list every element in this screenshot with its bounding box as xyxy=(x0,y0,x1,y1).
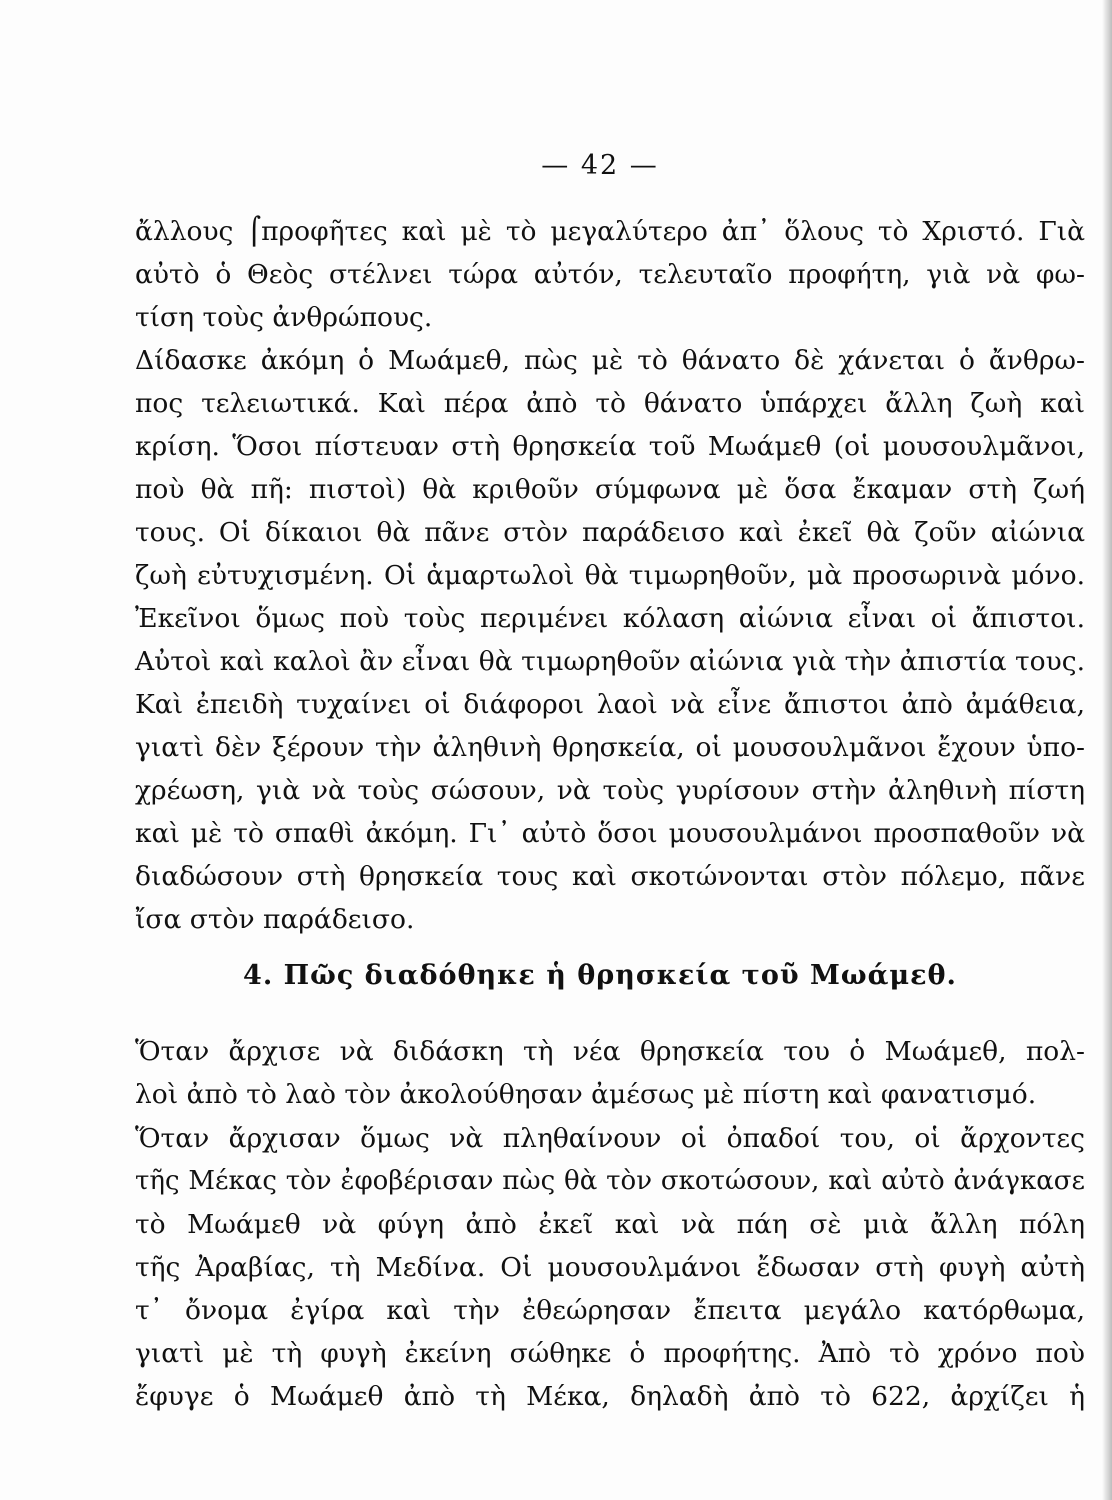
text-line: τους. Οἱ δίκαιοι θὰ πᾶνε στὸν παράδεισο καὶ ἐκεῖ θὰ ζοῦν αἰώνια xyxy=(135,517,1085,548)
text-line: Καὶ ἐπειδὴ τυχαίνει οἱ διάφοροι λαοὶ νὰ εἶνε ἄπιστοι ἀπὸ ἀμάθεια, xyxy=(135,689,1085,720)
text-line: διαδώσουν στὴ θρησκεία τους καὶ σκοτώνονται στὸν πόλεμο, πᾶνε xyxy=(135,861,1085,892)
text-line: ἴσα στὸν παράδεισο. xyxy=(135,904,415,935)
text-line: τίση τοὺς ἀνθρώπους. xyxy=(135,302,433,333)
text-line: τ᾿ ὄνομα ἐγίρα καὶ τὴν ἐθεώρησαν ἔπειτα μεγάλο κατόρθωμα, xyxy=(135,1295,1085,1326)
text-line: τὸ Μωάμεθ νὰ φύγη ἀπὸ ἐκεῖ καὶ νὰ πάη σὲ μιὰ ἄλλη πόλη xyxy=(135,1209,1085,1240)
text-line: ποὺ θὰ πῆ: πιστοὶ) θὰ κριθοῦν σύμφωνα μὲ ὅσα ἔκαμαν στὴ ζωή xyxy=(135,474,1085,505)
text-line: τῆς Ἀραβίας, τὴ Μεδίνα. Οἱ μουσουλμάνοι ἔδωσαν στὴ φυγὴ αὐτὴ xyxy=(135,1252,1085,1283)
text-line: Δίδασκε ἀκόμη ὁ Μωάμεθ, πὼς μὲ τὸ θάνατο δὲ χάνεται ὁ ἄνθρω- xyxy=(135,345,1085,376)
text-line: ἄλλους ⌠προφῆτες καὶ μὲ τὸ μεγαλύτερο ἀπ᾿ ὅλους τὸ Χριστό. Γιὰ xyxy=(135,216,1085,247)
text-line: Ὅταν ἄρχισαν ὅμως νὰ πληθαίνουν οἱ ὀπαδοί του, οἱ ἄρχοντες xyxy=(135,1123,1085,1154)
text-line: Ὅταν ἄρχισε νὰ διδάσκη τὴ νέα θρησκεία του ὁ Μωάμεθ, πολ- xyxy=(135,1036,1085,1067)
text-line: λοὶ ἀπὸ τὸ λαὸ τὸν ἀκολούθησαν ἀμέσως μὲ πίστη καὶ φανατισμό. xyxy=(135,1079,1037,1110)
section-heading: 4. Πῶς διαδόθηκε ἡ θρησκεία τοῦ Μωάμεθ. xyxy=(243,960,957,991)
body-text-paragraph-a xyxy=(135,1030,1085,1116)
text-line: Αὐτοὶ καὶ καλοὶ ἂν εἶναι θὰ τιμωρηθοῦν αἰώνια γιὰ τὴν ἀπιστία τους. xyxy=(135,646,1085,677)
text-line: αὐτὸ ὁ Θεὸς στέλνει τώρα αὐτόν, τελευταῖο προφήτη, γιὰ νὰ φω- xyxy=(135,259,1085,290)
text-line: γιατὶ δὲν ξέρουν τὴν ἀληθινὴ θρησκεία, οἱ μουσουλμᾶνοι ἔχουν ὑπο- xyxy=(135,732,1085,763)
text-line: ἔφυγε ὁ Μωάμεθ ἀπὸ τὴ Μέκα, δηλαδὴ ἀπὸ τὸ 622, ἀρχίζει ἡ xyxy=(135,1381,1085,1412)
text-line: γιατὶ μὲ τὴ φυγὴ ἐκείνη σώθηκε ὁ προφήτης. Ἀπὸ τὸ χρόνο ποὺ xyxy=(135,1338,1085,1369)
text-line: καὶ μὲ τὸ σπαθὶ ἀκόμη. Γι᾿ αὐτὸ ὅσοι μουσουλμάνοι προσπαθοῦν νὰ xyxy=(135,818,1085,849)
text-line: Ἐκεῖνοι ὅμως ποὺ τοὺς περιμένει κόλαση αἰώνια εἶναι οἱ ἄπιστοι. xyxy=(135,603,1085,634)
page-edge-shadow xyxy=(1102,0,1112,1500)
page-number: — 42 — xyxy=(541,150,659,181)
text-line: χρέωση, γιὰ νὰ τοὺς σώσουν, νὰ τοὺς γυρίσουν στὴν ἀληθινὴ πίστη xyxy=(135,775,1085,806)
text-line: τῆς Μέκας τὸν ἐφοβέρισαν πὼς θὰ τὸν σκοτώσουν, καὶ αὐτὸ ἀνάγκασε xyxy=(135,1166,1085,1196)
text-line: κρίση. Ὅσοι πίστευαν στὴ θρησκεία τοῦ Μωάμεθ (οἱ μουσουλμᾶνοι, xyxy=(135,431,1085,462)
text-line: ζωὴ εὐτυχισμένη. Οἱ ἁμαρτωλοὶ θὰ τιμωρηθοῦν, μὰ προσωρινὰ μόνο. xyxy=(135,560,1085,591)
body-text-top xyxy=(135,210,1085,941)
text-line: πος τελειωτικά. Καὶ πέρα ἀπὸ τὸ θάνατο ὑπάρχει ἄλλη ζωὴ καὶ xyxy=(135,388,1085,419)
body-text-paragraph-b xyxy=(135,1117,1085,1418)
